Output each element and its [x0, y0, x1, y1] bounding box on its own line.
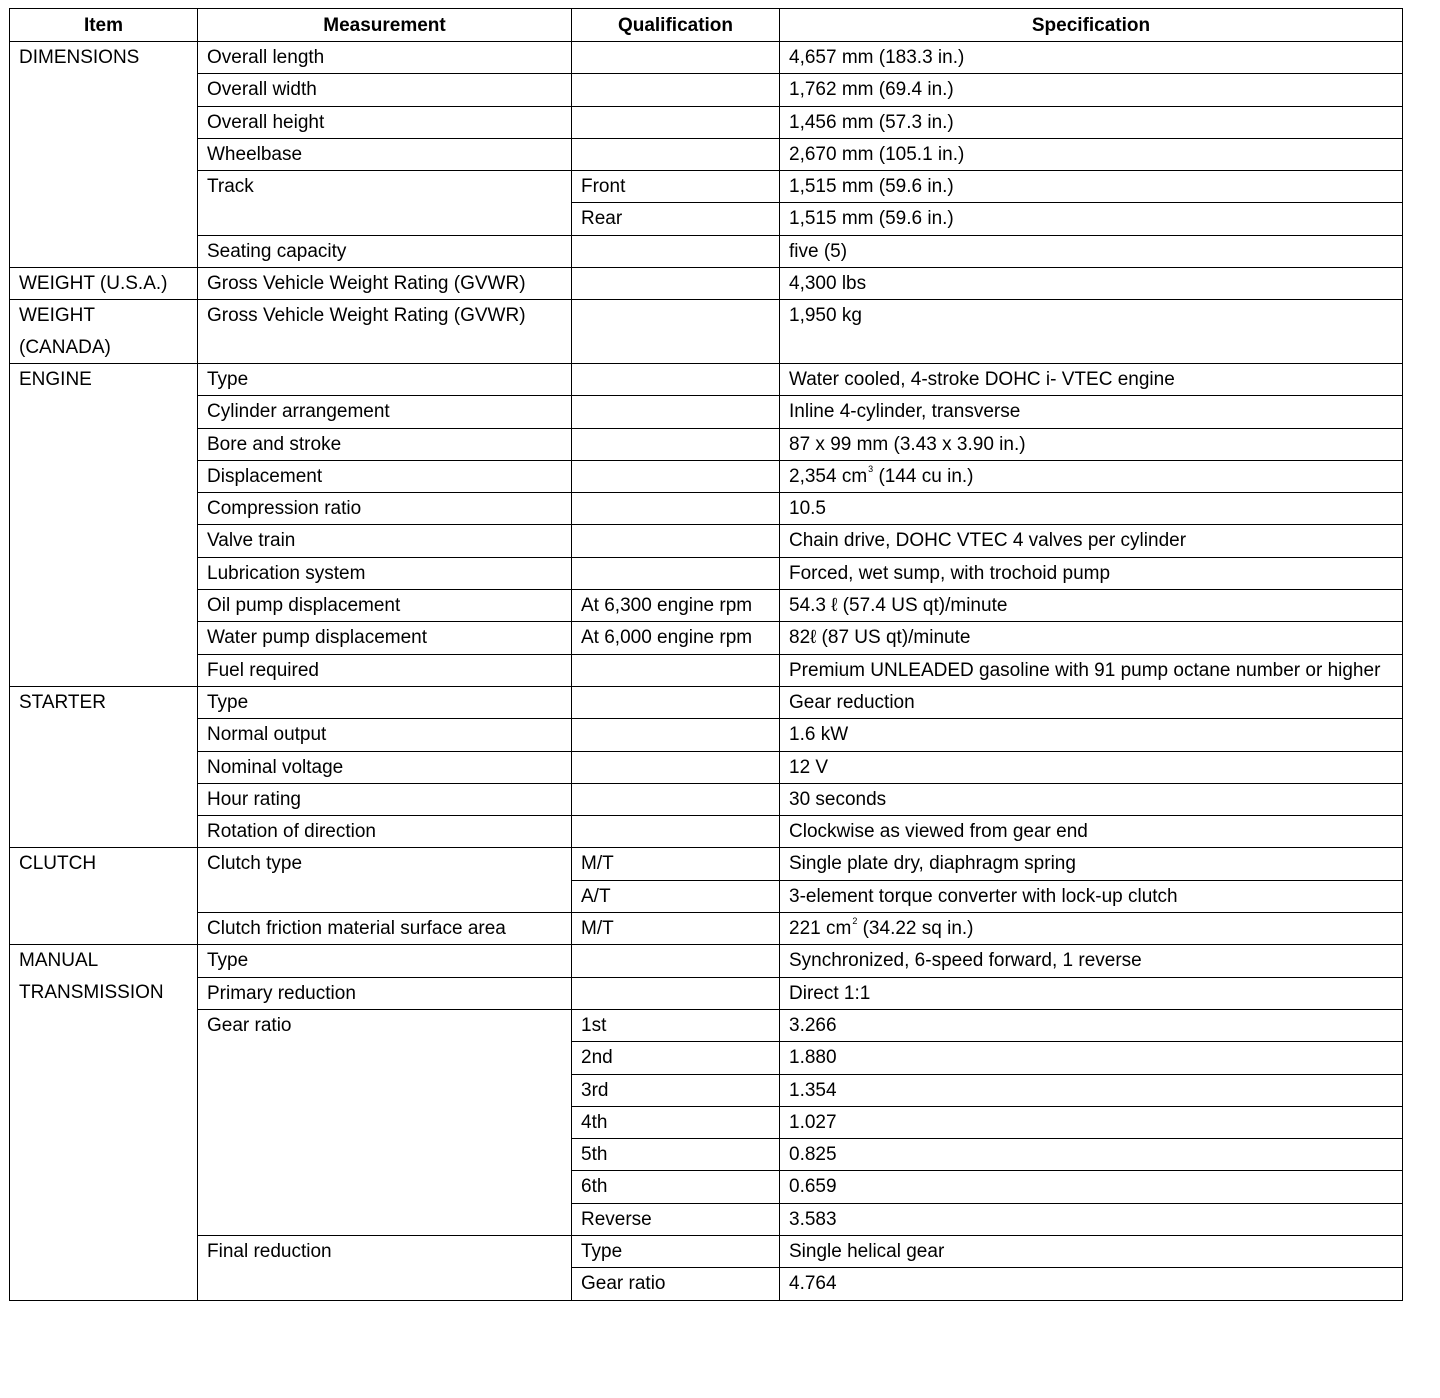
specification-value: Synchronized, 6-speed forward, 1 reverse [789, 950, 1142, 972]
measurement-cell: Normal output [198, 719, 572, 751]
specification-value: Gear reduction [789, 691, 915, 713]
measurement-cell: Primary reduction [198, 977, 572, 1009]
measurement-cell: Type [198, 945, 572, 977]
qualification-cell [572, 783, 780, 815]
qualification-cell: 5th [572, 1139, 780, 1171]
specification-value: 1,950 kg [789, 305, 862, 327]
specification-cell [780, 1235, 1403, 1267]
specification-value: 1.880 [789, 1047, 837, 1069]
measurement-cell: Clutch type [198, 848, 572, 913]
specification-cell [780, 42, 1403, 74]
specification-value: 87 x 99 mm (3.43 x 3.90 in.) [789, 433, 1026, 455]
measurement-cell: Seating capacity [198, 235, 572, 267]
table-row [10, 719, 1403, 751]
header-row [10, 9, 1403, 42]
specification-cell [780, 848, 1403, 880]
table-row [10, 1009, 1403, 1041]
qualification-cell [572, 816, 780, 848]
specification-value: 10.5 [789, 498, 826, 520]
item-cell: CLUTCH [10, 848, 198, 945]
qualification-cell: 3rd [572, 1074, 780, 1106]
qualification-cell: Front [572, 171, 780, 203]
specification-value: Forced, wet sump, with trochoid pump [789, 562, 1111, 584]
qualification-cell [572, 106, 780, 138]
specification-cell [780, 171, 1403, 203]
specification-value: 2,670 mm (105.1 in.) [789, 143, 965, 165]
specification-value: 12 V [789, 756, 829, 778]
measurement-cell: Displacement [198, 460, 572, 492]
specification-cell [780, 74, 1403, 106]
specification-value: 0.825 [789, 1144, 837, 1166]
specification-suffix: (34.22 sq in.) [857, 918, 974, 940]
specification-cell [780, 557, 1403, 589]
specification-cell [780, 106, 1403, 138]
qualification-cell [572, 977, 780, 1009]
header-measurement: Measurement [198, 9, 572, 42]
specification-cell [780, 138, 1403, 170]
specification-value: 3.583 [789, 1208, 837, 1230]
qualification-cell [572, 235, 780, 267]
specification-value: Clockwise as viewed from gear end [789, 821, 1088, 843]
qualification-cell: Reverse [572, 1203, 780, 1235]
specification-cell [780, 1106, 1403, 1138]
table-row [10, 816, 1403, 848]
measurement-cell: Water pump displacement [198, 622, 572, 654]
table-row [10, 977, 1403, 1009]
qualification-cell [572, 300, 780, 364]
table-row [10, 913, 1403, 945]
specification-cell [780, 268, 1403, 300]
specification-value: 3-element torque converter with lock-up clutch [789, 885, 1178, 907]
item-cell: DIMENSIONS [10, 42, 198, 268]
item-cell: ENGINE [10, 363, 198, 686]
specification-cell [780, 1268, 1403, 1300]
table-row [10, 171, 1403, 203]
specification-cell [780, 622, 1403, 654]
header-qualification: Qualification [572, 9, 780, 42]
specification-value: 1,762 mm (69.4 in.) [789, 79, 954, 101]
specification-value: 4,300 lbs [789, 273, 867, 295]
header-specification: Specification [780, 9, 1403, 42]
qualification-cell [572, 686, 780, 718]
qualification-cell: 6th [572, 1171, 780, 1203]
measurement-cell: Hour rating [198, 783, 572, 815]
measurement-cell: Bore and stroke [198, 428, 572, 460]
specification-cell [780, 654, 1403, 686]
measurement-cell: Gear ratio [198, 1009, 572, 1235]
table-row [10, 622, 1403, 654]
measurement-cell: Overall length [198, 42, 572, 74]
specification-cell [780, 203, 1403, 235]
unit-exponent: 2 [852, 916, 858, 927]
specification-value: 30 seconds [789, 788, 887, 810]
qualification-cell: At 6,000 engine rpm [572, 622, 780, 654]
qualification-cell: M/T [572, 913, 780, 945]
specification-value: 1,456 mm (57.3 in.) [789, 111, 954, 133]
table-row [10, 428, 1403, 460]
table-row [10, 945, 1403, 977]
specification-cell [780, 493, 1403, 525]
header-item: Item [10, 9, 198, 42]
measurement-cell: Gross Vehicle Weight Rating (GVWR) [198, 268, 572, 300]
table-row [10, 848, 1403, 880]
table-row [10, 235, 1403, 267]
table-row [10, 300, 1403, 364]
specification-cell [780, 977, 1403, 1009]
specification-cell [780, 686, 1403, 718]
qualification-cell [572, 428, 780, 460]
table-row [10, 1235, 1403, 1267]
table-row [10, 106, 1403, 138]
specification-cell [780, 300, 1403, 364]
qualification-cell [572, 396, 780, 428]
measurement-cell: Overall width [198, 74, 572, 106]
qualification-cell: A/T [572, 880, 780, 912]
table-row [10, 654, 1403, 686]
qualification-cell [572, 719, 780, 751]
table-row [10, 557, 1403, 589]
measurement-cell: Valve train [198, 525, 572, 557]
qualification-cell [572, 493, 780, 525]
spec-table [9, 8, 1403, 1301]
specification-value: five (5) [789, 240, 848, 262]
item-cell: MANUAL TRANSMISSION [10, 945, 198, 1300]
qualification-cell: 4th [572, 1106, 780, 1138]
specification-cell [780, 1074, 1403, 1106]
specification-cell [780, 913, 1403, 945]
specification-cell [780, 396, 1403, 428]
specification-cell [780, 235, 1403, 267]
qualification-cell [572, 138, 780, 170]
specification-value: 1,515 mm (59.6 in.) [789, 208, 954, 230]
specification-cell [780, 428, 1403, 460]
specification-cell [780, 783, 1403, 815]
spec-table-body [10, 42, 1403, 1301]
specification-value: 1.354 [789, 1079, 837, 1101]
measurement-cell: Rotation of direction [198, 816, 572, 848]
measurement-cell: Oil pump displacement [198, 590, 572, 622]
specification-value: 0.659 [789, 1176, 837, 1198]
qualification-cell [572, 268, 780, 300]
measurement-cell: Track [198, 171, 572, 236]
qualification-cell: 2nd [572, 1042, 780, 1074]
qualification-cell [572, 74, 780, 106]
specification-value: Chain drive, DOHC VTEC 4 valves per cylinder [789, 530, 1187, 552]
table-row [10, 363, 1403, 395]
specification-cell [780, 751, 1403, 783]
specification-value: Water cooled, 4-stroke DOHC i- VTEC engine [789, 368, 1175, 390]
measurement-cell: Clutch friction material surface area [198, 913, 572, 945]
table-row [10, 590, 1403, 622]
measurement-cell: Cylinder arrangement [198, 396, 572, 428]
measurement-cell: Lubrication system [198, 557, 572, 589]
measurement-cell: Final reduction [198, 1235, 572, 1300]
specification-value: 3.266 [789, 1014, 837, 1036]
qualification-cell [572, 945, 780, 977]
specification-value: 4.764 [789, 1273, 837, 1295]
specification-cell [780, 525, 1403, 557]
table-row [10, 268, 1403, 300]
item-cell: STARTER [10, 686, 198, 847]
measurement-cell: Gross Vehicle Weight Rating (GVWR) [198, 300, 572, 364]
measurement-cell: Type [198, 363, 572, 395]
specification-cell [780, 816, 1403, 848]
measurement-cell: Wheelbase [198, 138, 572, 170]
measurement-cell: Overall height [198, 106, 572, 138]
specification-suffix: (144 cu in.) [873, 465, 974, 487]
table-row [10, 460, 1403, 492]
measurement-cell: Type [198, 686, 572, 718]
table-row [10, 525, 1403, 557]
table-row [10, 783, 1403, 815]
specification-value: 221 cm [789, 918, 852, 940]
specification-value: Single plate dry, diaphragm spring [789, 853, 1076, 875]
specification-cell [780, 1009, 1403, 1041]
qualification-cell [572, 363, 780, 395]
specification-value: 82ℓ (87 US qt)/minute [789, 627, 971, 649]
measurement-cell: Compression ratio [198, 493, 572, 525]
table-row [10, 493, 1403, 525]
qualification-cell [572, 42, 780, 74]
specification-value: Single helical gear [789, 1240, 945, 1262]
table-row [10, 686, 1403, 718]
table-row [10, 138, 1403, 170]
specification-value: 1,515 mm (59.6 in.) [789, 176, 954, 198]
unit-exponent: 3 [868, 463, 874, 474]
specification-cell [780, 719, 1403, 751]
specification-cell [780, 1042, 1403, 1074]
qualification-cell [572, 751, 780, 783]
specification-cell [780, 460, 1403, 492]
qualification-cell: 1st [572, 1009, 780, 1041]
specification-value: Premium UNLEADED gasoline with 91 pump octane number or higher [789, 659, 1381, 681]
item-cell: WEIGHT (U.S.A.) [10, 268, 198, 300]
specification-value: 1.6 kW [789, 724, 849, 746]
measurement-cell: Nominal voltage [198, 751, 572, 783]
specification-value: 1.027 [789, 1111, 837, 1133]
qualification-cell: Rear [572, 203, 780, 235]
specification-cell [780, 590, 1403, 622]
specification-value: 4,657 mm (183.3 in.) [789, 47, 965, 68]
specification-cell [780, 1171, 1403, 1203]
specification-cell [780, 880, 1403, 912]
table-row [10, 74, 1403, 106]
item-cell: WEIGHT (CANADA) [10, 300, 198, 364]
qualification-cell [572, 654, 780, 686]
specification-cell [780, 1203, 1403, 1235]
specification-cell [780, 1139, 1403, 1171]
specification-value: Inline 4-cylinder, transverse [789, 401, 1021, 423]
qualification-cell: Gear ratio [572, 1268, 780, 1300]
specification-value: 54.3 ℓ (57.4 US qt)/minute [789, 595, 1008, 617]
qualification-cell: At 6,300 engine rpm [572, 590, 780, 622]
table-row [10, 751, 1403, 783]
specification-value: 2,354 cm [789, 465, 868, 487]
table-row [10, 42, 1403, 74]
qualification-cell [572, 525, 780, 557]
measurement-cell: Fuel required [198, 654, 572, 686]
specification-cell [780, 363, 1403, 395]
specification-cell [780, 945, 1403, 977]
qualification-cell [572, 557, 780, 589]
qualification-cell: M/T [572, 848, 780, 880]
specification-value: Direct 1:1 [789, 982, 871, 1004]
table-row [10, 396, 1403, 428]
qualification-cell [572, 460, 780, 492]
qualification-cell: Type [572, 1235, 780, 1267]
